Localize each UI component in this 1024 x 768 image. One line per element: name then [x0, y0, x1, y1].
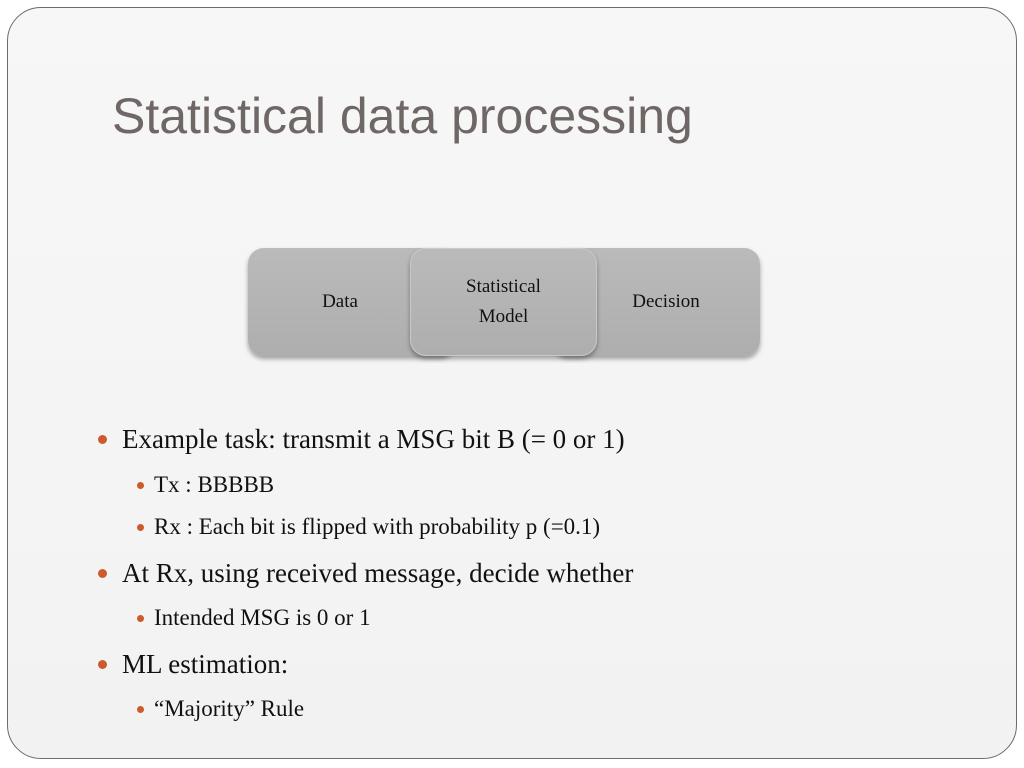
bullet-text: Intended MSG is 0 or 1	[154, 605, 371, 630]
bullet-text: Tx : BBBBB	[154, 472, 275, 497]
bullet-text: At Rx, using received message, decide whether	[122, 558, 634, 588]
bullet-text: Rx : Each bit is flipped with probability p (=0.1)	[154, 514, 601, 539]
bullet-text: ML estimation:	[122, 649, 289, 679]
bullet-text: Example task: transmit a MSG bit B (= 0 or 1)	[122, 424, 625, 454]
bullet-text: “Majority” Rule	[154, 696, 305, 721]
slide-title: Statistical data processing	[112, 88, 693, 144]
diagram-label-data: Data	[322, 291, 358, 312]
diagram-label-statistical-model: Statistical Model	[466, 276, 541, 327]
diagram-label-decision: Decision	[632, 291, 700, 312]
diagram-box-statistical-model	[410, 248, 597, 356]
